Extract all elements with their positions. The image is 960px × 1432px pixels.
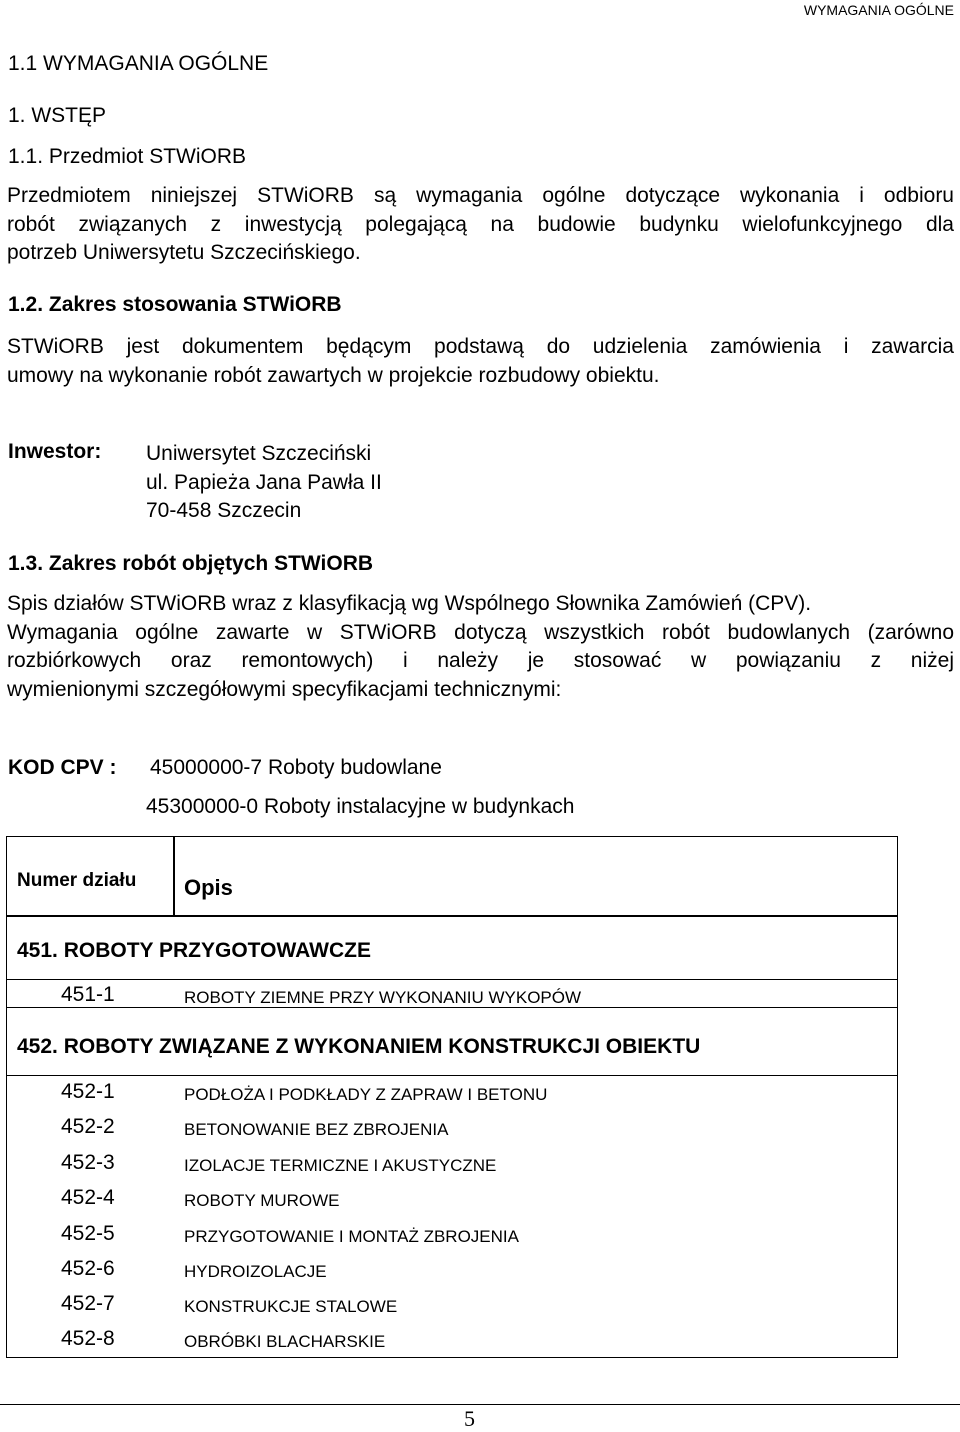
- investor-city: 70-458 Szczecin: [146, 499, 302, 522]
- row-desc: HYDROIZOLACJE: [184, 1262, 327, 1281]
- row-code: 452-4: [61, 1186, 115, 1209]
- paragraph-line: umowy na wykonanie robót zawartych w projekcie rozbudowy obiektu.: [7, 363, 660, 387]
- paragraph-line: Przedmiotem niniejszej STWiORB są wymagania ogólne dotyczące wykonania i odbioru: [7, 184, 954, 207]
- row-desc: OBRÓBKI BLACHARSKIE: [184, 1332, 386, 1351]
- paragraph-line: STWiORB jest dokumentem będącym podstawą do udzielenia zamówienia i zawarcia: [7, 335, 954, 358]
- heading-1-3: 1.3. Zakres robót objętych STWiORB: [8, 552, 374, 575]
- col-header-number: Numer działu: [17, 870, 137, 891]
- investor-street: ul. Papieża Jana Pawła II: [146, 470, 382, 494]
- departments-table: [6, 836, 898, 1358]
- heading-1-1-text: 1.1. Przedmiot STWiORB: [8, 145, 247, 168]
- paragraph-1-2: [7, 333, 954, 390]
- table-row: [7, 1254, 897, 1289]
- table-rule: [7, 1075, 897, 1076]
- paragraph-line: robót związanych z inwestycją polegającą na budowie budynku wielofunkcyjnego dla: [7, 212, 954, 236]
- section-title: 1.1 WYMAGANIA OGÓLNE: [8, 52, 269, 75]
- row-desc: PODŁOŻA I PODKŁADY Z ZAPRAW I BETONU: [184, 1085, 548, 1104]
- section-451-title: 451. ROBOTY PRZYGOTOWAWCZE: [17, 939, 371, 962]
- row-desc: KONSTRUKCJE STALOWE: [184, 1297, 398, 1316]
- cpv-code: 45300000-0 Roboty instalacyjne w budynkach: [146, 795, 575, 818]
- heading-1-1: [8, 145, 246, 169]
- header-rule: [7, 915, 897, 917]
- cpv-label: KOD CPV :: [8, 756, 117, 779]
- table-row: [7, 1077, 897, 1112]
- paragraph-1-1: [7, 182, 954, 268]
- section-452-title: 452. ROBOTY ZWIĄZANE Z WYKONANIEM KONSTRUKCJI OBIEKTU: [17, 1035, 701, 1058]
- row-code: 452-6: [61, 1257, 115, 1280]
- paragraph-line: potrzeb Uniwersytetu Szczecińskiego.: [7, 241, 361, 264]
- paragraph-line: Spis działów STWiORB wraz z klasyfikacją wg Wspólnego Słownika Zamówień (CPV).: [7, 592, 812, 615]
- row-code: 452-5: [61, 1222, 115, 1245]
- cpv-code: 45000000-7 Roboty budowlane: [150, 756, 442, 779]
- table-row: [7, 1324, 897, 1359]
- row-desc: ROBOTY ZIEMNE PRZY WYKONANIU WYKOPÓW: [184, 988, 582, 1007]
- running-header: WYMAGANIA OGÓLNE: [803, 2, 954, 18]
- header-divider: [173, 837, 175, 915]
- intro-heading: 1. WSTĘP: [8, 104, 107, 127]
- investor-label: Inwestor:: [8, 440, 102, 463]
- row-desc: BETONOWANIE BEZ ZBROJENIA: [184, 1120, 449, 1139]
- paragraph-line: rozbiórkowych oraz remontowych) i należy je stosować w powiązaniu z niżej: [7, 649, 954, 672]
- table-row: [7, 1183, 897, 1218]
- row-desc: PRZYGOTOWANIE I MONTAŻ ZBROJENIA: [184, 1227, 519, 1246]
- investor-name: Uniwersytet Szczeciński: [146, 442, 372, 465]
- paragraph-1-3: [7, 590, 954, 704]
- row-code: 452-2: [61, 1115, 115, 1138]
- page-number: 5: [464, 1406, 475, 1431]
- row-code: 452-8: [61, 1327, 115, 1350]
- table-row: [7, 1219, 897, 1254]
- table-row: [7, 1289, 897, 1324]
- row-code: 452-1: [61, 1080, 115, 1103]
- col-header-desc: Opis: [184, 875, 233, 900]
- row-code: 451-1: [61, 983, 115, 1006]
- table-rule: [7, 1007, 897, 1008]
- row-desc: IZOLACJE TERMICZNE I AKUSTYCZNE: [184, 1156, 497, 1175]
- row-code: 452-3: [61, 1151, 115, 1174]
- paragraph-line: wymienionymi szczegółowymi specyfikacjami technicznymi:: [7, 677, 562, 701]
- table-row: [7, 1112, 897, 1147]
- table-row: [7, 980, 897, 1015]
- row-code: 452-7: [61, 1292, 115, 1315]
- table-row: [7, 1148, 897, 1183]
- footer-rule: [0, 1404, 960, 1405]
- investor-address: [146, 440, 382, 526]
- row-desc: ROBOTY MUROWE: [184, 1191, 340, 1210]
- heading-1-2: 1.2. Zakres stosowania STWiORB: [8, 293, 342, 316]
- paragraph-line: Wymagania ogólne zawarte w STWiORB dotyczą wszystkich robót budowlanych (zarówno: [7, 620, 954, 644]
